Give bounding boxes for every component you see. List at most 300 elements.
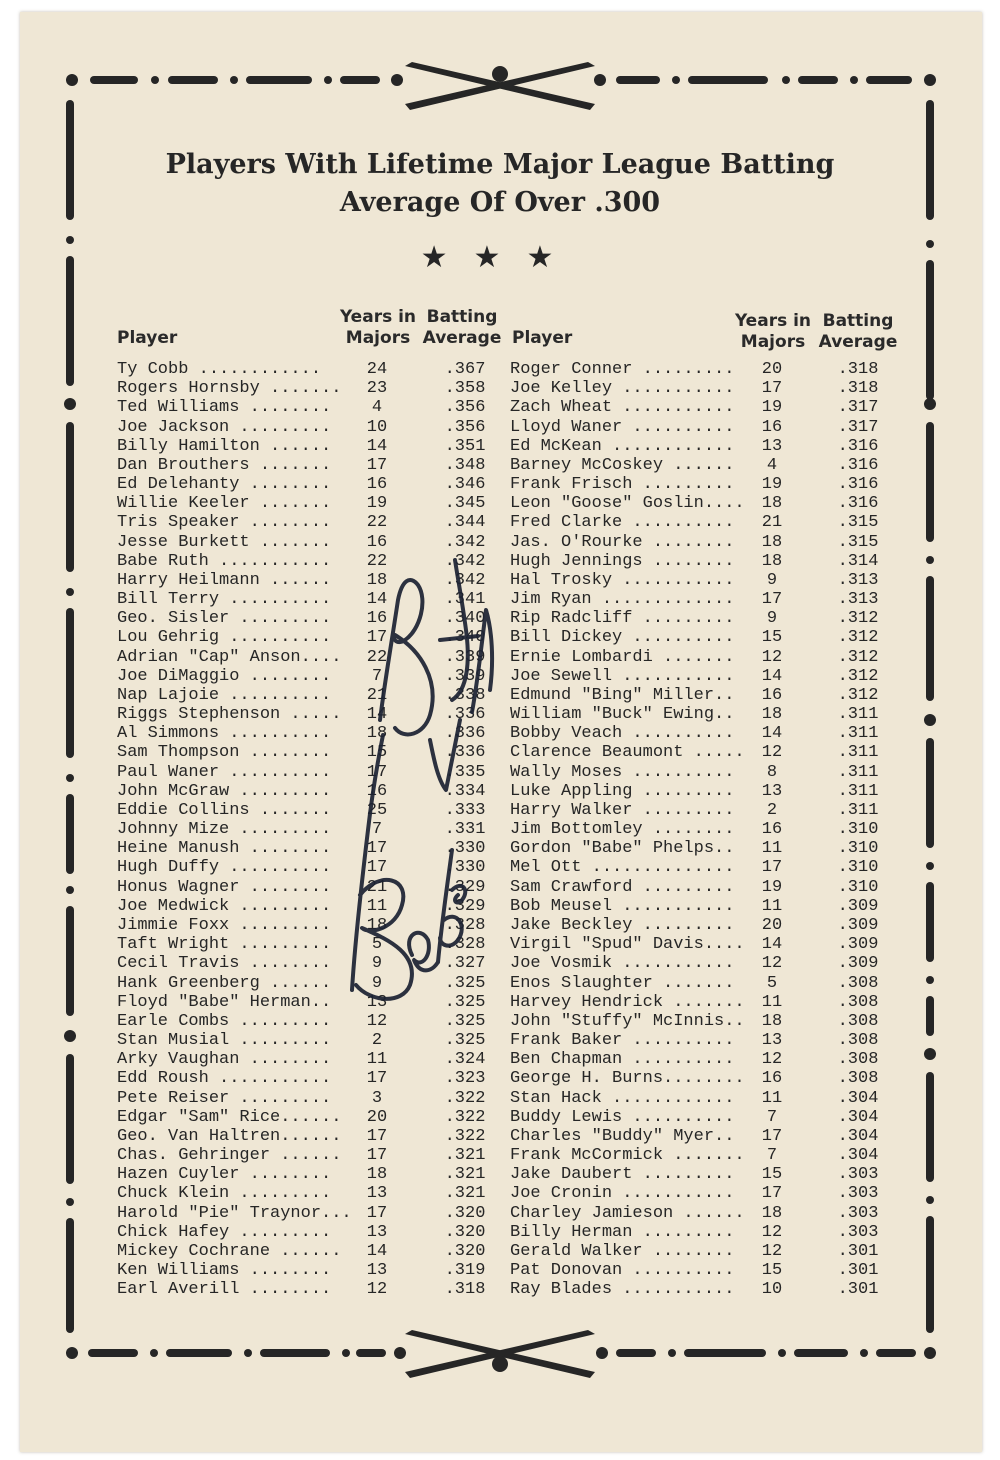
left-player-row [117,1242,497,1261]
years-in-majors: 11 [761,839,783,859]
player-name: Edd Roush ........... [117,1069,332,1089]
player-name: Lou Gehrig .......... [117,628,332,648]
years-in-majors: 16 [366,609,388,629]
player-name: Ed McKean ............ [510,436,735,456]
right-player-row [510,648,890,667]
player-name: Bobby Veach .......... [510,724,735,744]
years-in-majors: 13 [761,781,783,801]
batting-average: .325 [444,973,486,993]
left-player-row [117,954,497,973]
years-in-majors: 13 [366,1261,388,1281]
right-player-row [510,1069,890,1088]
player-name: Heine Manush ........ [117,839,332,859]
years-in-majors: 23 [366,379,388,399]
player-name: Bill Terry .......... [117,590,332,610]
batting-average: .308 [837,1011,879,1031]
batting-average: .301 [837,1280,879,1300]
right-player-row [510,1108,890,1127]
batting-average: .321 [444,1165,486,1185]
years-in-majors: 18 [366,1165,388,1185]
left-player-row [117,1184,497,1203]
left-player-row [117,494,497,513]
batting-average: .342 [444,551,486,571]
batting-average: .322 [444,1088,486,1108]
player-name: Babe Ruth ........... [117,551,332,571]
batting-average: .338 [444,685,486,705]
batting-average: .316 [837,455,879,475]
player-name: Frank Baker .......... [510,1031,735,1051]
right-player-row [510,552,890,571]
years-in-majors: 21 [366,685,388,705]
left-player-row [117,686,497,705]
years-in-majors: 12 [366,1011,388,1031]
player-name: Jas. O'Rourke ........ [510,532,735,552]
right-player-row [510,993,890,1012]
batting-average: .308 [837,1050,879,1070]
player-name: Ed Delehanty ........ [117,475,332,495]
left-player-row [117,897,497,916]
years-in-majors: 3 [371,1088,383,1108]
right-player-row [510,1261,890,1280]
player-name: Rip Radcliff ......... [510,609,735,629]
batting-average: .304 [837,1107,879,1127]
player-name: Geo. Sisler ......... [117,609,332,629]
years-in-majors: 19 [761,398,783,418]
left-years-header: Years in Majors [339,307,417,348]
player-name: Hal Trosky ........... [510,570,735,590]
batting-average: .325 [444,1011,486,1031]
player-name: Enos Slaughter ....... [510,973,735,993]
years-in-majors: 9 [371,954,383,974]
player-name: Adrian "Cap" Anson.... [117,647,342,667]
batting-average: .329 [444,877,486,897]
batting-average: .310 [837,858,879,878]
batting-average: .336 [444,724,486,744]
right-player-row [510,437,890,456]
player-name: Al Simmons .......... [117,724,332,744]
left-player-row [117,456,497,475]
right-player-row [510,1050,890,1069]
batting-average: .320 [444,1222,486,1242]
years-in-majors: 16 [366,781,388,801]
batting-average: .308 [837,1031,879,1051]
player-name: Jake Beckley ......... [510,915,735,935]
left-player-row [117,916,497,935]
left-player-row [117,1069,497,1088]
player-name: Frank McCormick ....... [510,1146,745,1166]
batting-average: .303 [837,1203,879,1223]
years-in-majors: 5 [766,973,778,993]
batting-average: .346 [444,475,486,495]
player-name: Harvey Hendrick ....... [510,992,745,1012]
batting-average: .308 [837,973,879,993]
right-player-row [510,935,890,954]
years-in-majors: 18 [761,494,783,514]
batting-average: .321 [444,1146,486,1166]
left-player-row [117,418,497,437]
batting-average: .314 [837,551,879,571]
years-in-majors: 17 [761,1126,783,1146]
player-name: Hazen Cuyler ........ [117,1165,332,1185]
years-in-majors: 16 [761,1069,783,1089]
batting-average: .304 [837,1146,879,1166]
batting-average: .339 [444,666,486,686]
player-name: Joe Sewell ........... [510,666,735,686]
years-in-majors: 18 [366,724,388,744]
years-in-majors: 13 [761,1031,783,1051]
player-name: Bill Dickey .......... [510,628,735,648]
player-name: Nap Lajoie .......... [117,685,332,705]
batting-average: .316 [837,436,879,456]
left-player-row [117,743,497,762]
batting-average: .312 [837,666,879,686]
player-name: Eddie Collins ....... [117,800,332,820]
batting-average: .304 [837,1126,879,1146]
player-name: Rogers Hornsby ....... [117,379,342,399]
title-line-2: Average Of Over .300 [339,187,661,218]
batting-average: .341 [444,590,486,610]
batting-average: .309 [837,954,879,974]
left-player-row [117,705,497,724]
years-in-majors: 16 [366,475,388,495]
batting-average: .312 [837,628,879,648]
player-name: William "Buck" Ewing.. [510,705,735,725]
player-name: Joe Cronin ........... [510,1184,735,1204]
years-in-majors: 22 [366,551,388,571]
left-player-row [117,398,497,417]
years-in-majors: 24 [366,360,388,379]
left-player-row [117,533,497,552]
years-in-majors: 11 [366,896,388,916]
years-in-majors: 4 [371,398,383,418]
years-in-majors: 18 [761,532,783,552]
batting-average: .310 [837,820,879,840]
left-player-row [117,1127,497,1146]
player-name: Billy Hamilton ...... [117,436,332,456]
years-in-majors: 13 [761,436,783,456]
right-player-row [510,590,890,609]
batting-average: .348 [444,455,486,475]
batting-average: .303 [837,1184,879,1204]
years-in-majors: 5 [371,935,383,955]
batting-average: .311 [837,762,879,782]
years-in-majors: 10 [761,1280,783,1300]
right-player-row [510,743,890,762]
years-in-majors: 14 [366,436,388,456]
years-in-majors: 17 [761,379,783,399]
player-name: Gerald Walker ........ [510,1241,735,1261]
years-in-majors: 13 [366,1184,388,1204]
right-player-row [510,858,890,877]
batting-average: .334 [444,781,486,801]
player-name: Wally Moses .......... [510,762,735,782]
batting-average: .308 [837,1069,879,1089]
batting-average: .304 [837,1088,879,1108]
years-in-majors: 17 [366,628,388,648]
batting-average: .319 [444,1261,486,1281]
years-in-majors: 20 [761,360,783,379]
years-in-majors: 10 [366,417,388,437]
player-name: Joe Kelley ........... [510,379,735,399]
batting-average: .311 [837,705,879,725]
player-name: Arky Vaughan ........ [117,1050,332,1070]
years-in-majors: 14 [761,666,783,686]
years-in-majors: 14 [761,724,783,744]
player-name: Ben Chapman .......... [510,1050,735,1070]
left-player-row [117,1089,497,1108]
player-name: Cecil Travis ........ [117,954,332,974]
years-in-majors: 15 [761,1261,783,1281]
years-in-majors: 17 [366,1146,388,1166]
batting-average: .322 [444,1126,486,1146]
years-in-majors: 2 [766,800,778,820]
left-player-row [117,1204,497,1223]
right-player-row [510,954,890,973]
batting-average: .311 [837,800,879,820]
batting-average: .328 [444,935,486,955]
batting-average: .333 [444,800,486,820]
left-player-row [117,571,497,590]
batting-average: .316 [837,494,879,514]
player-name: Barney McCoskey ...... [510,455,735,475]
right-player-row [510,1242,890,1261]
player-name: Ray Blades ........... [510,1280,735,1300]
years-in-majors: 16 [366,532,388,552]
player-name: Johnny Mize ......... [117,820,332,840]
player-name: Virgil "Spud" Davis.... [510,935,745,955]
player-name: Edmund "Bing" Miller.. [510,685,735,705]
years-in-majors: 17 [761,1184,783,1204]
years-in-majors: 15 [761,628,783,648]
years-in-majors: 12 [761,954,783,974]
batting-average: .318 [837,379,879,399]
right-player-row [510,763,890,782]
batting-average: .356 [444,417,486,437]
left-player-row [117,437,497,456]
batting-average: .323 [444,1069,486,1089]
right-player-row [510,820,890,839]
player-name: Bob Meusel ........... [510,896,735,916]
player-name: Sam Thompson ........ [117,743,332,763]
player-name: Zach Wheat ........... [510,398,735,418]
left-player-row [117,1031,497,1050]
right-player-row [510,782,890,801]
right-player-row [510,1184,890,1203]
years-in-majors: 17 [366,762,388,782]
player-name: Edgar "Sam" Rice...... [117,1107,342,1127]
batting-average: .303 [837,1222,879,1242]
player-name: Ken Williams ........ [117,1261,332,1281]
years-in-majors: 11 [761,1088,783,1108]
player-name: Hugh Jennings ........ [510,551,735,571]
left-player-row [117,628,497,647]
left-player-row [117,552,497,571]
player-name: Luke Appling ......... [510,781,735,801]
right-player-row [510,897,890,916]
left-player-row [117,667,497,686]
player-name: Ted Williams ........ [117,398,332,418]
player-name: Charles "Buddy" Myer.. [510,1126,735,1146]
years-in-majors: 13 [366,992,388,1012]
right-player-row [510,628,890,647]
player-name: Roger Conner ......... [510,360,735,379]
batting-average: .331 [444,820,486,840]
right-player-row [510,916,890,935]
years-in-majors: 12 [761,743,783,763]
left-player-row [117,935,497,954]
player-name: Gordon "Babe" Phelps.. [510,839,735,859]
player-name: Sam Crawford ......... [510,877,735,897]
years-in-majors: 20 [761,915,783,935]
player-name: Harry Heilmann ...... [117,570,332,590]
years-in-majors: 11 [761,992,783,1012]
left-player-row [117,590,497,609]
left-player-header: Player [117,328,178,348]
right-player-row [510,1012,890,1031]
player-name: Billy Herman ......... [510,1222,735,1242]
player-name: Mel Ott .............. [510,858,735,878]
player-name: Ty Cobb ............ [117,360,322,379]
years-in-majors: 22 [366,647,388,667]
years-in-majors: 4 [766,455,778,475]
player-name: Taft Wright ......... [117,935,332,955]
years-in-majors: 18 [761,1203,783,1223]
left-player-row [117,1012,497,1031]
batting-average: .325 [444,992,486,1012]
player-name: Clarence Beaumont ..... [510,743,745,763]
years-in-majors: 16 [761,417,783,437]
right-player-row [510,667,890,686]
player-name: Frank Frisch ......... [510,475,735,495]
player-name: Joe Vosmik ........... [510,954,735,974]
batting-average: .311 [837,743,879,763]
years-in-majors: 2 [371,1031,383,1051]
left-player-row [117,1050,497,1069]
years-in-majors: 9 [766,570,778,590]
batting-average: .318 [444,1280,486,1300]
years-in-majors: 20 [366,1107,388,1127]
batting-average: .351 [444,436,486,456]
right-player-row [510,1146,890,1165]
years-in-majors: 16 [761,685,783,705]
left-player-row [117,878,497,897]
right-player-row [510,1089,890,1108]
right-player-row [510,379,890,398]
player-name: John "Stuffy" McInnis.. [510,1011,745,1031]
right-player-row [510,1031,890,1050]
batting-average: .342 [444,570,486,590]
years-in-majors: 7 [766,1107,778,1127]
batting-average: .330 [444,839,486,859]
player-name: Jimmie Foxx ......... [117,915,332,935]
years-in-majors: 9 [371,973,383,993]
years-in-majors: 18 [761,705,783,725]
player-name: Hugh Duffy .......... [117,858,332,878]
left-player-row [117,974,497,993]
years-in-majors: 18 [761,1011,783,1031]
years-in-majors: 15 [761,1165,783,1185]
years-in-majors: 17 [761,590,783,610]
left-player-list [117,360,497,1299]
batting-average: .336 [444,743,486,763]
right-player-row [510,360,890,379]
left-player-row [117,858,497,877]
years-in-majors: 14 [366,590,388,610]
right-years-header: Years in Majors [734,311,812,352]
left-player-row [117,820,497,839]
right-player-row [510,839,890,858]
right-player-row [510,418,890,437]
years-in-majors: 17 [366,1203,388,1223]
right-player-row [510,1280,890,1299]
player-name: George H. Burns........ [510,1069,745,1089]
batting-average: .309 [837,915,879,935]
years-in-majors: 8 [766,762,778,782]
player-name: Dan Brouthers ....... [117,455,332,475]
player-name: Mickey Cochrane ...... [117,1241,342,1261]
card-title [100,146,900,222]
right-player-row [510,1223,890,1242]
years-in-majors: 18 [366,570,388,590]
player-name: Riggs Stephenson ..... [117,705,342,725]
years-in-majors: 17 [366,1126,388,1146]
star-divider: ★★★ [420,240,580,275]
years-in-majors: 18 [366,915,388,935]
player-name: Ernie Lombardi ....... [510,647,735,667]
player-name: Stan Hack ............ [510,1088,735,1108]
right-player-row [510,724,890,743]
batting-average: .336 [444,705,486,725]
years-in-majors: 19 [761,877,783,897]
left-player-row [117,609,497,628]
batting-average: .312 [837,647,879,667]
batting-average: .310 [837,839,879,859]
player-name: Earl Averill ........ [117,1280,332,1300]
player-name: Jesse Burkett ....... [117,532,332,552]
batting-average: .325 [444,1031,486,1051]
left-player-row [117,1280,497,1299]
player-name: Honus Wagner ........ [117,877,332,897]
years-in-majors: 17 [366,839,388,859]
batting-average: .342 [444,532,486,552]
batting-average: .340 [444,609,486,629]
batting-average: .316 [837,475,879,495]
left-player-row [117,763,497,782]
player-name: Leon "Goose" Goslin.... [510,494,745,514]
player-name: Chuck Klein ......... [117,1184,332,1204]
left-player-row [117,1146,497,1165]
player-name: Tris Speaker ........ [117,513,332,533]
right-player-row [510,974,890,993]
player-name: Hank Greenberg ...... [117,973,332,993]
batting-average: .320 [444,1241,486,1261]
batting-average: .309 [837,935,879,955]
batting-average: .313 [837,570,879,590]
left-player-row [117,379,497,398]
player-name: Pat Donovan .......... [510,1261,735,1281]
right-player-row [510,686,890,705]
left-player-row [117,782,497,801]
right-player-row [510,705,890,724]
left-player-row [117,1108,497,1127]
years-in-majors: 12 [761,1222,783,1242]
years-in-majors: 7 [766,1146,778,1166]
batting-average: .317 [837,417,879,437]
batting-average: .340 [444,628,486,648]
player-name: Chick Hafey ......... [117,1222,332,1242]
player-name: Floyd "Babe" Herman.. [117,992,332,1012]
batting-average: .329 [444,896,486,916]
